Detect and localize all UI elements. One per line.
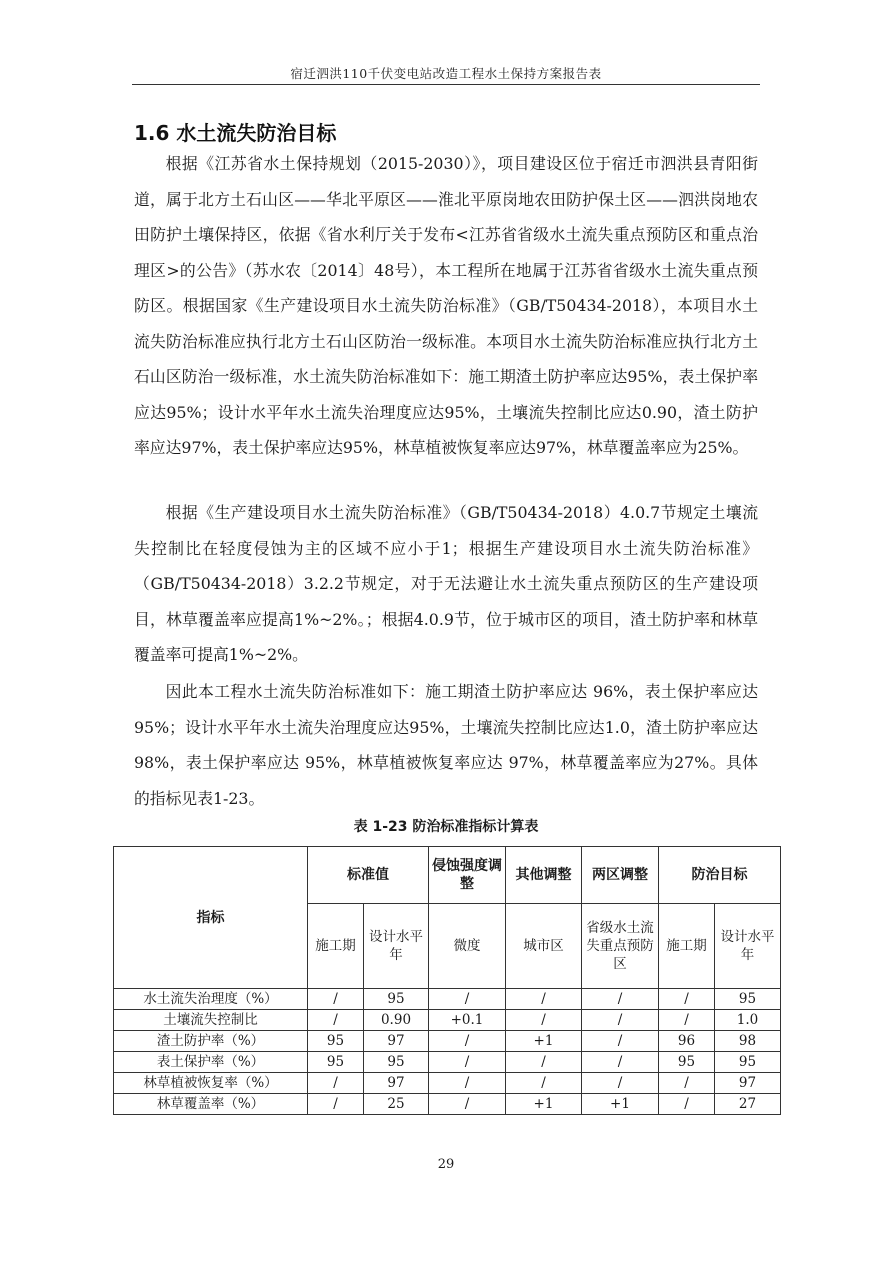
subheader-std-design: 设计水平年	[364, 904, 429, 989]
paragraph-3: 因此本工程水土流失防治标准如下：施工期渣土防护率应达 96%，表土保护率应达95%；设计水平年水土流失治理度应达95%，土壤流失控制比应达1.0，渣土防护率应达 98%，表土保护率应达 95%，林草植被恢复率应达 97%，林草覆盖率应为27%。具体的指标见表1-23。	[134, 682, 758, 808]
cell-two-zone-adjust: /	[582, 1031, 659, 1052]
cell-std-design: 97	[364, 1031, 429, 1052]
cell-std-construction: /	[308, 1010, 364, 1031]
cell-target-design: 27	[715, 1094, 781, 1115]
cell-other-adjust: +1	[506, 1094, 582, 1115]
header-two-zone-adjust: 两区调整	[582, 847, 659, 904]
subheader-target-design: 设计水平年	[715, 904, 781, 989]
cell-erosion-adjust: /	[429, 1031, 506, 1052]
cell-erosion-adjust: +0.1	[429, 1010, 506, 1031]
cell-std-construction: 95	[308, 1031, 364, 1052]
cell-target-design: 95	[715, 989, 781, 1010]
table-row	[114, 1073, 781, 1094]
header-standard: 标准值	[308, 847, 429, 904]
cell-target-construction: /	[659, 1010, 715, 1031]
page-header: 宿迁泗洪110千伏变电站改造工程水土保持方案报告表	[290, 66, 602, 81]
subheader-provincial: 省级水土流失重点预防区	[582, 904, 659, 989]
cell-other-adjust: /	[506, 989, 582, 1010]
cell-std-design: 0.90	[364, 1010, 429, 1031]
paragraph-2: 根据《生产建设项目水土流失防治标准》（GB/T50434-2018）4.0.7节规定土壤流失控制比在轻度侵蚀为主的区域不应小于1；根据生产建设项目水土流失防治标准》（GB/T50434-2018）3.2.2节规定，对于无法避让水土流失重点预防区的生产建设项目，林草覆盖率应提高1%~2%。；根据4.0.9节，位于城市区的项目，渣土防护率和林草覆盖率可提高1%~2%。	[134, 503, 758, 664]
table-row	[114, 1094, 781, 1115]
cell-target-construction: 95	[659, 1052, 715, 1073]
cell-target-construction: /	[659, 1073, 715, 1094]
row-name: 土壤流失控制比	[114, 1010, 308, 1031]
cell-other-adjust: +1	[506, 1031, 582, 1052]
cell-std-design: 95	[364, 1052, 429, 1073]
subheader-erosion-level: 微度	[429, 904, 506, 989]
cell-std-design: 25	[364, 1094, 429, 1115]
cell-two-zone-adjust: /	[582, 1052, 659, 1073]
cell-target-design: 97	[715, 1073, 781, 1094]
cell-std-design: 97	[364, 1073, 429, 1094]
row-name: 水土流失治理度（%）	[114, 989, 308, 1010]
section-title: 1.6 水土流失防治目标	[134, 121, 337, 145]
cell-two-zone-adjust: /	[582, 1073, 659, 1094]
cell-std-construction: 95	[308, 1052, 364, 1073]
cell-other-adjust: /	[506, 1010, 582, 1031]
subheader-target-construction: 施工期	[659, 904, 715, 989]
paragraph-1: 根据《江苏省水土保持规划（2015-2030）》，项目建设区位于宿迁市泗洪县青阳街道，属于北方土石山区——华北平原区——淮北平原岗地农田防护保土区——泗洪岗地农田防护土壤保持区，依据《省水利厅关于发布<江苏省省级水土流失重点预防区和重点治理区>的公告》（苏水农〔2014〕48号），本工程所在地属于江苏省省级水土流失重点预防区。根据国家《生产建设项目水土流失防治标准》（GB/T50434-2018），本项目水土流失防治标准应执行北方土石山区防治一级标准。本项目水土流失防治标准应执行北方土石山区防治一级标准，水土流失防治标准如下：施工期渣土防护率应达95%，表土保护率应达95%；设计水平年水土流失治理度应达95%，土壤流失控制比应达0.90，渣土防护率应达97%，表土保护率应达95%，林草植被恢复率应达97%，林草覆盖率应为25%。	[134, 154, 758, 457]
table-row	[114, 1052, 781, 1073]
cell-erosion-adjust: /	[429, 1052, 506, 1073]
header-erosion-adjust: 侵蚀强度调整	[429, 847, 506, 904]
cell-two-zone-adjust: +1	[582, 1094, 659, 1115]
header-indicator: 指标	[114, 847, 308, 989]
cell-target-construction: /	[659, 989, 715, 1010]
cell-target-design: 95	[715, 1052, 781, 1073]
subheader-urban: 城市区	[506, 904, 582, 989]
cell-erosion-adjust: /	[429, 1073, 506, 1094]
standards-table	[113, 846, 781, 1115]
cell-target-construction: /	[659, 1094, 715, 1115]
row-name: 渣土防护率（%）	[114, 1031, 308, 1052]
cell-target-construction: 96	[659, 1031, 715, 1052]
table-row	[114, 1010, 781, 1031]
cell-std-construction: /	[308, 1073, 364, 1094]
cell-target-design: 98	[715, 1031, 781, 1052]
table-row	[114, 1031, 781, 1052]
cell-std-design: 95	[364, 989, 429, 1010]
table-caption: 表 1-23 防治标准指标计算表	[353, 819, 539, 835]
cell-std-construction: /	[308, 1094, 364, 1115]
table-row	[114, 989, 781, 1010]
row-name: 林草植被恢复率（%）	[114, 1073, 308, 1094]
subheader-std-construction: 施工期	[308, 904, 364, 989]
table-header-row-1	[114, 847, 781, 904]
row-name: 林草覆盖率（%）	[114, 1094, 308, 1115]
header-rule	[132, 84, 760, 85]
header-target: 防治目标	[659, 847, 781, 904]
cell-other-adjust: /	[506, 1052, 582, 1073]
cell-erosion-adjust: /	[429, 989, 506, 1010]
row-name: 表土保护率（%）	[114, 1052, 308, 1073]
cell-std-construction: /	[308, 989, 364, 1010]
cell-target-design: 1.0	[715, 1010, 781, 1031]
cell-erosion-adjust: /	[429, 1094, 506, 1115]
cell-two-zone-adjust: /	[582, 1010, 659, 1031]
page-number: 29	[437, 1157, 455, 1172]
header-other-adjust: 其他调整	[506, 847, 582, 904]
cell-other-adjust: /	[506, 1073, 582, 1094]
cell-two-zone-adjust: /	[582, 989, 659, 1010]
